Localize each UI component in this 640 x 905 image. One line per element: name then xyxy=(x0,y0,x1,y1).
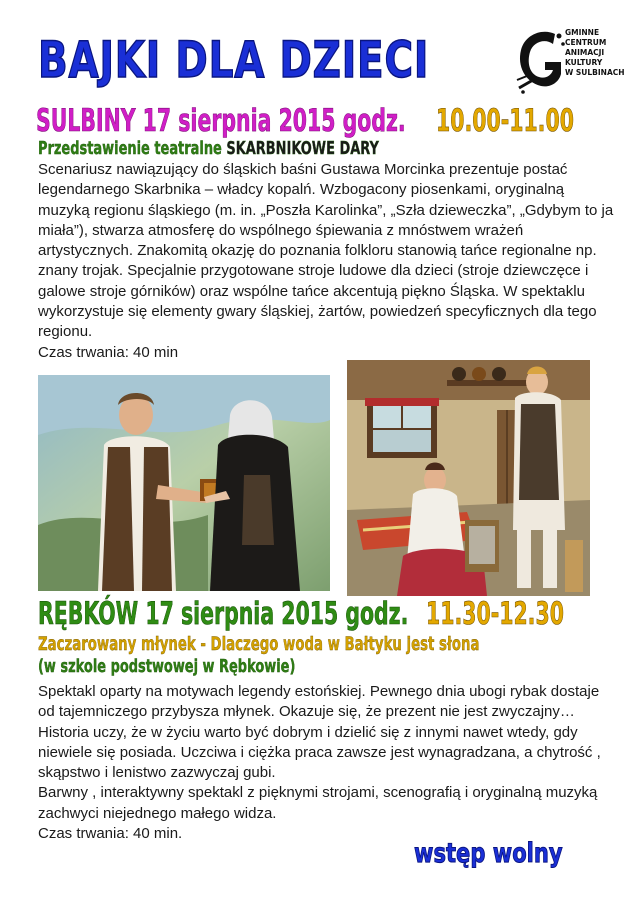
logo-line: W SULBINACH xyxy=(565,68,625,77)
event1-subtitle-prefix: Przedstawienie teatralne xyxy=(38,138,222,159)
event2-play-title: Zaczarowany młynek - Dlaczego woda w Bałtyku jest słona xyxy=(38,633,480,655)
logo-line: KULTURY xyxy=(565,58,603,67)
poster-title: BAJKI DLA DZIECI xyxy=(38,31,430,89)
free-entry-label: wstęp wolny xyxy=(414,838,563,869)
logo-line: ANIMACJI xyxy=(565,48,605,57)
event2-venue: (w szkole podstwowej w Rębkowie) xyxy=(38,656,296,677)
event1-photo-right xyxy=(347,360,590,596)
event1-subtitle xyxy=(38,138,379,159)
event1-paragraph: Scenariusz nawiązujący do śląskich baśni Gustawa Morcinka prezentuje postać legendarnego Skarbnika – władcy kopalń. Wzbogacony piosenkami, oryginalną muzyką regionu śląskiego (m. in. „Poszła Karolinka”, „Szła dzieweczka”, „Gdybym to ja miała”), stwarza atmosferę do wspólnego śpiewania z mnóstwem wrażeń artystycznych. Znakomitą okazję do poznania folkloru stanowią tańce regionalne np. znany trojak. Specjalnie przygotowane stroje ludowe dla dzieci (stroje dziewczęce i galowe stroje górników) oraz wspólne tańce akcentują piękno Śląska. W spektaklu wykorzystuje się elementy gwary śląskiej, żartów, powiedzeń specyficznych dla tego regionu. xyxy=(38,161,614,341)
event2-description xyxy=(38,682,618,844)
event1-photo-left xyxy=(38,375,330,591)
event2-place-date: RĘBKÓW 17 sierpnia 2015 godz. xyxy=(38,596,409,632)
event2-duration: Czas trwania: 40 min. xyxy=(38,825,183,843)
event1-duration: Czas trwania: 40 min xyxy=(38,343,179,361)
event2-paragraph-3: Barwny , interaktywny spektakl z pięknymi strojami, scenografią i oryginalną muzyką zachwyci niejednego małego widza. xyxy=(38,784,598,822)
event2-time: 11.30-12.30 xyxy=(426,596,564,632)
logo-line: GMINNE xyxy=(565,28,600,37)
event1-time: 10.00-11.00 xyxy=(436,103,574,139)
logo-text xyxy=(565,28,637,78)
event2-paragraph-2: Historia uczy, że w życiu warto być dobrym i dzielić się z innymi nawet wtedy, gdy niewiele się posiada. Uczciwa i ciężka praca zawsze jest wynagradzana, a chytrość , skąpstwo i lenistwo zazwyczaj gubi. xyxy=(38,723,601,782)
event1-place-date: SULBINY 17 sierpnia 2015 godz. xyxy=(36,103,406,139)
gcak-logo-mark-icon xyxy=(515,26,567,94)
event1-description xyxy=(38,160,618,363)
logo-line: CENTRUM xyxy=(565,38,607,47)
organizer-logo xyxy=(515,26,635,96)
event1-play-title: SKARBNIKOWE DARY xyxy=(226,138,379,159)
event2-paragraph-1: Spektakl oparty na motywach legendy estońskiej. Pewnego dnia ubogi rybak dostaje od tajemniczego przybysza młynek. Okazuje się, że prezent nie jest zwyczajny… xyxy=(38,683,600,721)
